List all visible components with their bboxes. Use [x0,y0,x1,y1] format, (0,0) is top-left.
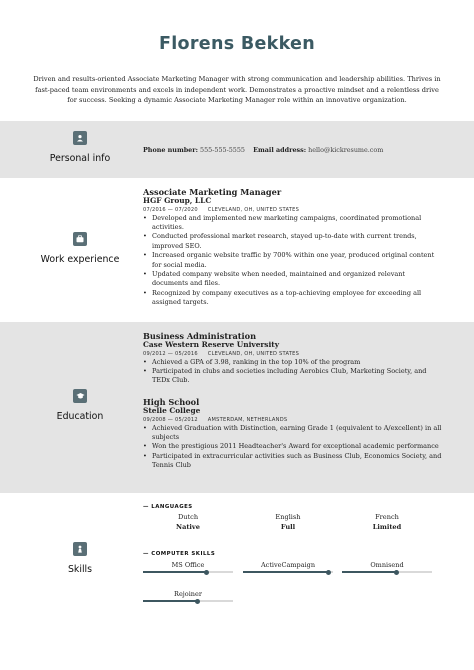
school-name: Case Western Reserve University [143,340,279,349]
education-dates: 09/2012 — 05/2016 [143,350,198,357]
skill-level-knob [204,570,209,575]
job-entry [143,188,443,308]
section-title-personal-info: Personal info [49,153,111,164]
candidate-name: Florens Bekken [159,34,315,54]
company-name: HGF Group, LLC [143,196,212,205]
language-name: French [375,513,399,521]
job-location: CLEVELAND, OH, UNITED STATES [207,206,300,213]
language-level: Native [176,522,200,531]
language-item [143,513,233,532]
job-bullets [143,214,443,308]
email-address[interactable]: hello@kickresume.com [308,146,384,154]
list-item: • Recognized by company executives as a top-achieving employee for exceeding all assigned targets. [143,289,443,308]
education-entry [143,332,443,386]
skill-name: ActiveCampaign [260,561,316,569]
skill-name: MS Office [171,561,205,569]
education-dates: 09/2008 — 05/2012 [143,416,198,423]
school-name: Stelle College [143,406,201,415]
skill-item [342,561,432,573]
job-meta [143,206,443,214]
skill-item [143,561,233,573]
language-item [342,513,432,532]
skill-level-bar [243,571,333,573]
skill-item [243,561,333,573]
list-item: • Updated company website when needed, maintained and organized relevant documents and files. [143,270,443,289]
education-entry [143,398,443,471]
skill-level-knob [195,599,200,604]
person-badge-icon [73,542,87,556]
profile-summary: Driven and results-oriented Associate Marketing Manager with strong communication and leadership abilities. Thrives in fast-paced team environments and excels in independent work. Demonstrates a proactive mindset and a relentless drive for success. Seeking a dynamic Associate Marketing Manager role within an innovative organization. [33,75,441,105]
degree-title: High School [143,397,200,407]
section-title-work-experience: Work experience [40,254,120,265]
skill-level-knob [326,570,331,575]
phone-label: Phone number: [143,146,198,154]
skill-level-fill [243,571,329,573]
skill-level-bar [143,571,233,573]
graduation-cap-icon [73,389,87,403]
language-item [243,513,333,532]
list-item: • Participated in extracurricular activities such as Business Club, Economics Society, and Tennis Club [143,452,443,471]
briefcase-icon [73,232,87,246]
skill-name: Omnisend [370,561,404,569]
education-meta [143,416,443,424]
skill-level-fill [143,600,197,602]
job-title: Associate Marketing Manager [143,187,282,197]
job-dates: 07/2016 — 07/2020 [143,206,198,213]
language-level: Limited [372,522,402,531]
languages-heading: — LANGUAGES [143,504,193,510]
section-title-education: Education [56,411,104,422]
skill-level-fill [143,571,206,573]
education-location: AMSTERDAM, NETHERLANDS [207,416,288,423]
list-item: • Developed and implemented new marketing campaigns, coordinated promotional activities. [143,214,443,233]
language-level: Full [280,522,296,531]
computer-skills-heading: — COMPUTER SKILLS [143,551,216,557]
contact-line [143,146,443,154]
language-name: English [275,513,301,521]
list-item: • Participated in clubs and societies including Aerobics Club, Marketing Society, and TEDx Club. [143,367,443,386]
skill-item [143,590,233,602]
language-name: Dutch [177,513,199,521]
list-item: • Achieved Graduation with Distinction, earning Grade 1 (equivalent to A/excellent) in all subjects [143,424,443,443]
skill-level-fill [342,571,396,573]
section-title-skills: Skills [67,564,93,575]
list-item: • Increased organic website traffic by 700% within one year, produced original content for social media. [143,251,443,270]
list-item: • Achieved a GPA of 3.98, ranking in the top 10% of the program [143,358,443,367]
education-meta [143,350,443,358]
degree-title: Business Administration [143,331,257,341]
list-item: • Conducted professional market research, stayed up-to-date with current trends, improved SEO. [143,232,443,251]
skill-level-knob [394,570,399,575]
skill-level-bar [143,600,233,602]
skill-name: Rejoiner [174,590,202,598]
education-bullets [143,424,443,471]
person-icon [73,131,87,145]
list-item: • Won the prestigious 2011 Headteacher's Award for exceptional academic performance [143,442,443,451]
phone-number[interactable]: 555-555-5555 [200,146,245,154]
email-label: Email address: [253,146,307,154]
skill-level-bar [342,571,432,573]
education-location: CLEVELAND, OH, UNITED STATES [207,350,300,357]
education-bullets [143,358,443,386]
